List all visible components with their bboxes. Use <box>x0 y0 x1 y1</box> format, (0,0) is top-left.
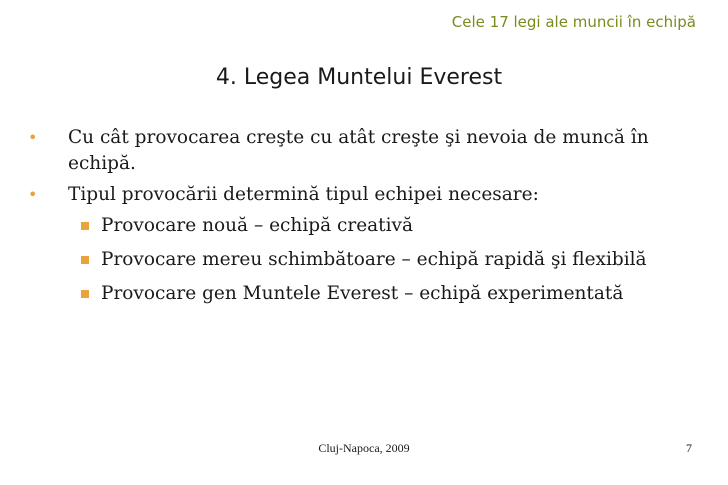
slide-title: 4. Legea Muntelui Everest <box>215 65 503 90</box>
page-number: 7 <box>686 441 692 455</box>
presentation-title: Cele 17 legi ale muncii în echipă <box>451 13 696 31</box>
bullet-item <box>28 182 688 208</box>
sub-bullet-item <box>28 213 688 239</box>
square-bullet-icon <box>81 256 89 264</box>
bullet-item <box>28 125 688 177</box>
sub-bullet-item <box>28 247 688 273</box>
bullet-list <box>28 125 688 315</box>
square-bullet-icon <box>81 290 89 298</box>
sub-bullet-item <box>28 281 688 307</box>
bullet-dot-icon: • <box>28 128 38 147</box>
square-bullet-icon <box>81 222 89 230</box>
bullet-text: Cu cât provocarea creşte cu atât creşte şi nevoia de muncă în echipă. <box>68 127 649 174</box>
bullet-text: Tipul provocării determină tipul echipei necesare: <box>68 184 539 205</box>
sub-bullet-text: Provocare nouă – echipă creativă <box>101 215 413 236</box>
footer-location-year: Cluj-Napoca, 2009 <box>318 441 410 455</box>
bullet-dot-icon: • <box>28 185 38 204</box>
sub-bullet-text: Provocare gen Muntele Everest – echipă experimentată <box>101 283 624 304</box>
sub-bullet-text: Provocare mereu schimbătoare – echipă rapidă şi flexibilă <box>101 249 647 270</box>
